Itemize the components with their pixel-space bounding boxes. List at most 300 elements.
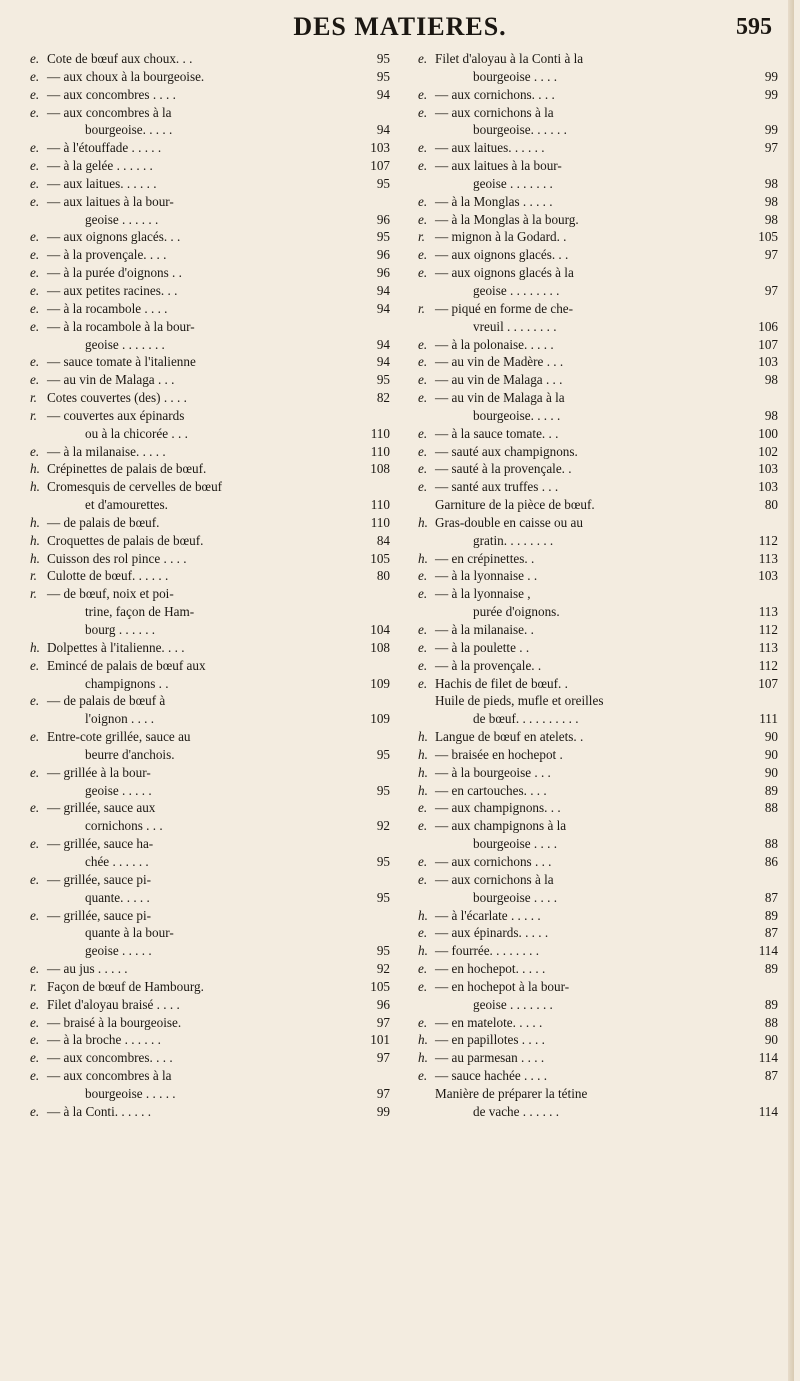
index-entry-line	[418, 960, 778, 978]
entry-letter: e.	[30, 729, 40, 745]
index-entry-line	[418, 603, 778, 621]
entry-text: — à la poulette . .	[435, 639, 530, 655]
index-entry-line	[30, 871, 390, 889]
entry-page-number: 103	[758, 479, 778, 495]
entry-text: — en papillotes . . . .	[435, 1032, 545, 1048]
index-entry-line	[418, 139, 778, 157]
index-entry-line	[418, 371, 778, 389]
entry-text: vreuil . . . . . . . .	[473, 318, 557, 334]
entry-text: Dolpettes à l'italienne. . . .	[47, 639, 185, 655]
entry-text: — aux cornichons . . .	[435, 853, 552, 869]
entry-text: Filet d'aloyau braisé . . . .	[47, 996, 180, 1012]
entry-page-number: 95	[376, 853, 390, 869]
index-entry-line	[30, 835, 390, 853]
entry-text: geoise . . . . . . .	[473, 996, 553, 1012]
entry-text: — en matelote. . . . .	[435, 1014, 543, 1030]
index-entry-line	[418, 1031, 778, 1049]
entry-text: — aux oignons glacés. . .	[47, 229, 181, 245]
entry-text: Croquettes de palais de bœuf.	[47, 532, 204, 548]
entry-page-number: 114	[758, 943, 778, 959]
entry-page-number: 90	[764, 764, 778, 780]
entry-text: — au parmesan . . . .	[435, 1050, 545, 1066]
entry-text: Cuisson des rol pince . . . .	[47, 550, 187, 566]
entry-letter: e.	[418, 622, 428, 637]
entry-page-number: 94	[376, 300, 390, 316]
index-entry-line	[30, 318, 390, 336]
index-entry-line	[30, 371, 390, 389]
entry-page-number: 97	[764, 282, 778, 298]
entry-page-number: 94	[376, 282, 390, 298]
entry-page-number: 103	[758, 568, 778, 584]
entry-letter: e.	[418, 265, 428, 281]
entry-page-number: 107	[758, 336, 778, 352]
entry-text: Gras-double en caisse ou au	[435, 514, 583, 530]
entry-page-number: 105	[758, 229, 778, 245]
entry-letter: e.	[418, 479, 428, 495]
entry-text: — grillée, sauce ha-	[47, 836, 154, 852]
entry-page-number: 95	[376, 943, 390, 959]
entry-letter: e.	[30, 300, 40, 316]
entry-letter: e.	[30, 1068, 40, 1084]
entry-text: — aux laitues. . . . . .	[47, 175, 157, 191]
index-entry-line	[30, 817, 390, 835]
entry-text: bourgeoise . . . . .	[85, 1085, 176, 1101]
entry-letter: e.	[418, 425, 428, 441]
entry-letter: e.	[418, 800, 428, 816]
entry-letter: e.	[30, 836, 40, 852]
entry-page-number: 95	[376, 746, 390, 762]
index-entry-line	[30, 799, 390, 817]
index-entry-line	[30, 336, 390, 354]
index-entry-line	[30, 193, 390, 211]
entry-page-number: 89	[764, 907, 778, 923]
entry-page-number: 105	[370, 550, 390, 566]
index-entry-line	[418, 782, 778, 800]
index-entry-line	[418, 211, 778, 229]
entry-page-number: 103	[758, 461, 778, 477]
entry-letter: h.	[418, 907, 428, 923]
index-entry-line	[418, 514, 778, 532]
entry-letter: e.	[30, 764, 40, 780]
entry-letter: e.	[418, 354, 428, 370]
entry-text: Hachis de filet de bœuf. .	[435, 675, 568, 691]
entry-text: — en crépinettes. .	[435, 550, 535, 566]
entry-page-number: 87	[764, 1068, 778, 1084]
index-entry-line	[418, 799, 778, 817]
entry-page-number: 107	[370, 158, 390, 174]
index-entry-line	[30, 407, 390, 425]
entry-text: Emincé de palais de bœuf aux	[47, 657, 206, 673]
entry-letter: e.	[418, 871, 428, 887]
entry-text: — aux champignons. . .	[435, 800, 561, 816]
entry-page-number: 103	[758, 354, 778, 370]
entry-letter: e.	[30, 86, 40, 102]
entry-text: Langue de bœuf en atelets. .	[435, 729, 584, 745]
index-entry-line	[30, 496, 390, 514]
page-header	[0, 8, 800, 42]
entry-page-number: 98	[764, 193, 778, 209]
entry-text: — sauce tomate à l'italienne	[47, 354, 196, 370]
entry-letter: h.	[30, 479, 40, 495]
entry-text: — à la Conti. . . . . .	[47, 1103, 152, 1119]
index-entry-line	[30, 389, 390, 407]
entry-text: chée . . . . . .	[85, 853, 149, 869]
entry-page-number: 95	[376, 51, 390, 66]
index-entry-line	[30, 746, 390, 764]
entry-page-number: 96	[376, 996, 390, 1012]
index-entry-line	[418, 639, 778, 657]
index-entry-line	[30, 710, 390, 728]
entry-page-number: 95	[376, 782, 390, 798]
index-entry-line	[418, 1103, 778, 1121]
entry-letter: e.	[418, 657, 428, 673]
entry-text: de vache . . . . . .	[473, 1103, 560, 1119]
index-entry-line	[418, 246, 778, 264]
index-entry-line	[30, 978, 390, 996]
entry-letter: e.	[30, 193, 40, 209]
entry-page-number: 113	[758, 604, 778, 620]
entry-letter: h.	[418, 746, 428, 762]
entry-text: — aux concombres à la	[47, 104, 172, 120]
index-entry-line	[30, 567, 390, 585]
entry-page-number: 90	[764, 746, 778, 762]
index-entry-line	[418, 1067, 778, 1085]
entry-page-number: 113	[758, 639, 778, 655]
entry-text: — à la lyonnaise . .	[435, 568, 538, 584]
entry-text: — à l'étouffade . . . . .	[47, 140, 162, 156]
index-entry-line	[418, 692, 778, 710]
entry-letter: e.	[418, 443, 428, 459]
entry-letter: e.	[30, 140, 40, 156]
entry-letter: e.	[418, 818, 428, 834]
index-entry-line	[418, 675, 778, 693]
entry-text: — aux cornichons. . . .	[435, 86, 555, 102]
page-number: 595	[736, 14, 772, 40]
index-entry-line	[30, 907, 390, 925]
entry-text: beurre d'anchois.	[85, 746, 175, 762]
entry-text: — de bœuf, noix et poi-	[47, 586, 174, 602]
entry-page-number: 82	[376, 390, 390, 406]
entry-page-number: 106	[758, 318, 778, 334]
index-entry-line	[30, 889, 390, 907]
index-entry-line	[418, 175, 778, 193]
entry-text: — à la milanaise. .	[435, 622, 534, 637]
index-entry-line	[418, 585, 778, 603]
entry-letter: e.	[418, 853, 428, 869]
entry-text: — piqué en forme de che-	[435, 300, 574, 316]
index-entry-line	[418, 157, 778, 175]
entry-page-number: 95	[376, 175, 390, 191]
entry-page-number: 112	[758, 657, 778, 673]
index-entry-line	[418, 407, 778, 425]
entry-page-number: 94	[376, 354, 390, 370]
index-entry-line	[418, 496, 778, 514]
entry-letter: e.	[30, 443, 40, 459]
entry-page-number: 88	[764, 836, 778, 852]
entry-text: — au jus . . . . .	[47, 961, 128, 977]
entry-text: geoise . . . . . . . .	[473, 282, 560, 298]
index-entry-line	[418, 835, 778, 853]
entry-text: Crépinettes de palais de bœuf.	[47, 461, 207, 477]
entry-text: geoise . . . . .	[85, 943, 152, 959]
index-entry-line	[30, 139, 390, 157]
entry-page-number: 110	[370, 497, 390, 513]
index-entry-line	[418, 817, 778, 835]
entry-text: — grillée, sauce aux	[47, 800, 156, 816]
index-entry-line	[418, 550, 778, 568]
index-entry-line	[418, 657, 778, 675]
entry-page-number: 112	[758, 622, 778, 637]
index-entry-line	[30, 853, 390, 871]
index-entry-line	[418, 460, 778, 478]
index-entry-line	[30, 960, 390, 978]
index-entry-line	[418, 532, 778, 550]
entry-text: — aux épinards. . . . .	[435, 925, 549, 941]
index-entry-line	[418, 746, 778, 764]
entry-letter: r.	[30, 390, 37, 406]
entry-letter: r.	[30, 568, 37, 584]
entry-page-number: 94	[376, 336, 390, 352]
entry-text: Cromesquis de cervelles de bœuf	[47, 479, 223, 495]
entry-letter: e.	[418, 86, 428, 102]
index-entry-line	[30, 1031, 390, 1049]
entry-text: — grillée, sauce pi-	[47, 871, 151, 887]
entry-letter: h.	[418, 1050, 428, 1066]
entry-letter: h.	[30, 639, 40, 655]
entry-text: — à la Monglas à la bourg.	[435, 211, 579, 227]
entry-page-number: 88	[764, 1014, 778, 1030]
entry-text: — au vin de Madère . . .	[435, 354, 564, 370]
entry-letter: h.	[418, 514, 428, 530]
entry-text: — santé aux truffes . . .	[435, 479, 559, 495]
index-entry-line	[30, 478, 390, 496]
entry-text: — grillée à la bour-	[47, 764, 151, 780]
index-entry-line	[418, 443, 778, 461]
index-entry-line	[418, 1014, 778, 1032]
entry-text: — aux concombres à la	[47, 1068, 172, 1084]
entry-letter: r.	[30, 978, 37, 994]
entry-page-number: 104	[370, 622, 390, 637]
entry-text: — aux choux à la bourgeoise.	[47, 68, 205, 84]
index-entry-line	[30, 514, 390, 532]
index-entry-line	[418, 567, 778, 585]
index-entry-line	[418, 621, 778, 639]
entry-text: — aux oignons glacés à la	[435, 265, 574, 281]
entry-text: — aux champignons à la	[435, 818, 567, 834]
index-entry-line	[418, 425, 778, 443]
index-entry-line	[418, 478, 778, 496]
index-entry-line	[30, 300, 390, 318]
entry-text: — à la gelée . . . . . .	[47, 158, 153, 174]
index-entry-line	[30, 996, 390, 1014]
entry-letter: e.	[30, 693, 40, 709]
entry-text: — aux laitues à la bour-	[47, 193, 174, 209]
index-entry-line	[30, 282, 390, 300]
entry-letter: e.	[30, 907, 40, 923]
entry-letter: e.	[418, 390, 428, 406]
entry-page-number: 95	[376, 229, 390, 245]
page-title: DES MATIERES.	[293, 12, 507, 41]
entry-letter: h.	[418, 729, 428, 745]
entry-text: — mignon à la Godard. .	[435, 229, 567, 245]
entry-letter: e.	[30, 1032, 40, 1048]
index-entry-line	[30, 1049, 390, 1067]
entry-text: bourg . . . . . .	[85, 622, 156, 637]
entry-text: — en hochepot à la bour-	[435, 978, 570, 994]
entry-page-number: 89	[764, 961, 778, 977]
entry-letter: h.	[418, 764, 428, 780]
entry-page-number: 92	[376, 818, 390, 834]
index-entry-line	[418, 889, 778, 907]
entry-letter: e.	[30, 354, 40, 370]
entry-letter: e.	[30, 318, 40, 334]
entry-text: Culotte de bœuf. . . . . .	[47, 568, 169, 584]
entry-text: — fourrée. . . . . . . .	[435, 943, 540, 959]
index-entry-line	[30, 692, 390, 710]
index-entry-line	[30, 175, 390, 193]
entry-letter: h.	[418, 943, 428, 959]
index-entry-line	[30, 550, 390, 568]
entry-text: bourgeoise . . . .	[473, 889, 557, 905]
entry-page-number: 95	[376, 68, 390, 84]
page-edge	[788, 0, 794, 1381]
index-entry-line	[418, 853, 778, 871]
entry-letter: e.	[30, 282, 40, 298]
entry-letter: h.	[30, 550, 40, 566]
entry-letter: e.	[30, 800, 40, 816]
index-entry-line	[30, 657, 390, 675]
entry-letter: r.	[418, 229, 425, 245]
entry-text: — aux petites racines. . .	[47, 282, 178, 298]
entry-text: bourgeoise. . . . .	[85, 122, 173, 138]
entry-letter: e.	[418, 978, 428, 994]
entry-page-number: 109	[370, 711, 390, 727]
entry-page-number: 105	[370, 978, 390, 994]
index-entry-line	[418, 1085, 778, 1103]
entry-page-number: 108	[370, 639, 390, 655]
entry-text: Cotes couvertes (des) . . . .	[47, 390, 187, 406]
entry-text: — à la broche . . . . . .	[47, 1032, 161, 1048]
entry-text: Huile de pieds, mufle et oreilles	[435, 693, 604, 709]
entry-page-number: 84	[376, 532, 390, 548]
entry-text: — à la provençale. . . .	[47, 247, 167, 263]
entry-page-number: 110	[370, 443, 390, 459]
entry-text: — de palais de bœuf.	[47, 514, 160, 530]
entry-letter: r.	[30, 407, 37, 423]
entry-text: — en hochepot. . . . .	[435, 961, 546, 977]
index-entry-line	[30, 86, 390, 104]
index-entry-line	[30, 1085, 390, 1103]
entry-letter: e.	[418, 586, 428, 602]
index-entry-line	[30, 50, 390, 68]
entry-text: — de palais de bœuf à	[47, 693, 166, 709]
entry-page-number: 90	[764, 1032, 778, 1048]
index-entry-line	[30, 782, 390, 800]
entry-letter: e.	[30, 657, 40, 673]
index-entry-line	[418, 68, 778, 86]
index-entry-line	[30, 728, 390, 746]
entry-page-number: 101	[370, 1032, 390, 1048]
entry-text: trine, façon de Ham-	[85, 604, 195, 620]
entry-page-number: 99	[764, 86, 778, 102]
entry-letter: e.	[30, 158, 40, 174]
entry-page-number: 98	[764, 407, 778, 423]
entry-letter: e.	[418, 104, 428, 120]
index-entry-line	[30, 585, 390, 603]
index-entry-line	[30, 121, 390, 139]
entry-text: et d'amourettes.	[85, 497, 168, 513]
entry-letter: e.	[30, 229, 40, 245]
entry-page-number: 112	[758, 532, 778, 548]
entry-letter: h.	[30, 514, 40, 530]
entry-letter: e.	[30, 68, 40, 84]
entry-letter: e.	[30, 1103, 40, 1119]
entry-page-number: 92	[376, 961, 390, 977]
entry-letter: e.	[418, 51, 428, 66]
index-entry-line	[418, 104, 778, 122]
entry-page-number: 97	[764, 140, 778, 156]
entry-text: — à la milanaise. . . . .	[47, 443, 166, 459]
entry-page-number: 88	[764, 800, 778, 816]
entry-text: — à la Monglas . . . . .	[435, 193, 553, 209]
entry-page-number: 99	[764, 122, 778, 138]
entry-text: — aux oignons glacés. . .	[435, 247, 569, 263]
entry-text: — à la sauce tomate. . .	[435, 425, 559, 441]
entry-text: Cote de bœuf aux choux. . .	[47, 51, 193, 66]
entry-text: bourgeoise . . . .	[473, 68, 557, 84]
entry-text: — aux concombres . . . .	[47, 86, 176, 102]
entry-page-number: 96	[376, 211, 390, 227]
index-entry-line	[418, 978, 778, 996]
entry-text: — sauté aux champignons.	[435, 443, 578, 459]
entry-letter: e.	[30, 1014, 40, 1030]
index-entry-line	[30, 942, 390, 960]
index-entry-line	[30, 104, 390, 122]
entry-text: Manière de préparer la tétine	[435, 1085, 588, 1101]
entry-page-number: 111	[759, 711, 778, 727]
entry-page-number: 97	[376, 1014, 390, 1030]
entry-page-number: 107	[758, 675, 778, 691]
entry-text: Filet d'aloyau à la Conti à la	[435, 51, 584, 66]
entry-text: — à l'écarlate . . . . .	[435, 907, 541, 923]
index-entry-line	[418, 871, 778, 889]
index-entry-line	[418, 942, 778, 960]
entry-page-number: 110	[370, 514, 390, 530]
entry-text: ou à la chicorée . . .	[85, 425, 188, 441]
index-entry-line	[418, 389, 778, 407]
entry-letter: e.	[418, 211, 428, 227]
entry-page-number: 89	[764, 782, 778, 798]
index-entry-line	[418, 50, 778, 68]
entry-page-number: 80	[764, 497, 778, 513]
index-entry-line	[418, 282, 778, 300]
entry-text: — à la polonaise. . . . .	[435, 336, 554, 352]
entry-page-number: 98	[764, 175, 778, 191]
entry-letter: e.	[30, 1050, 40, 1066]
entry-letter: r.	[418, 300, 425, 316]
entry-page-number: 90	[764, 729, 778, 745]
entry-page-number: 80	[376, 568, 390, 584]
entry-page-number: 95	[376, 889, 390, 905]
entry-page-number: 87	[764, 889, 778, 905]
entry-page-number: 86	[764, 853, 778, 869]
entry-letter: h.	[30, 461, 40, 477]
entry-text: — braisée en hochepot .	[435, 746, 563, 762]
entry-page-number: 103	[370, 140, 390, 156]
index-entry-line	[30, 1014, 390, 1032]
entry-letter: h.	[30, 532, 40, 548]
index-entry-line	[30, 68, 390, 86]
